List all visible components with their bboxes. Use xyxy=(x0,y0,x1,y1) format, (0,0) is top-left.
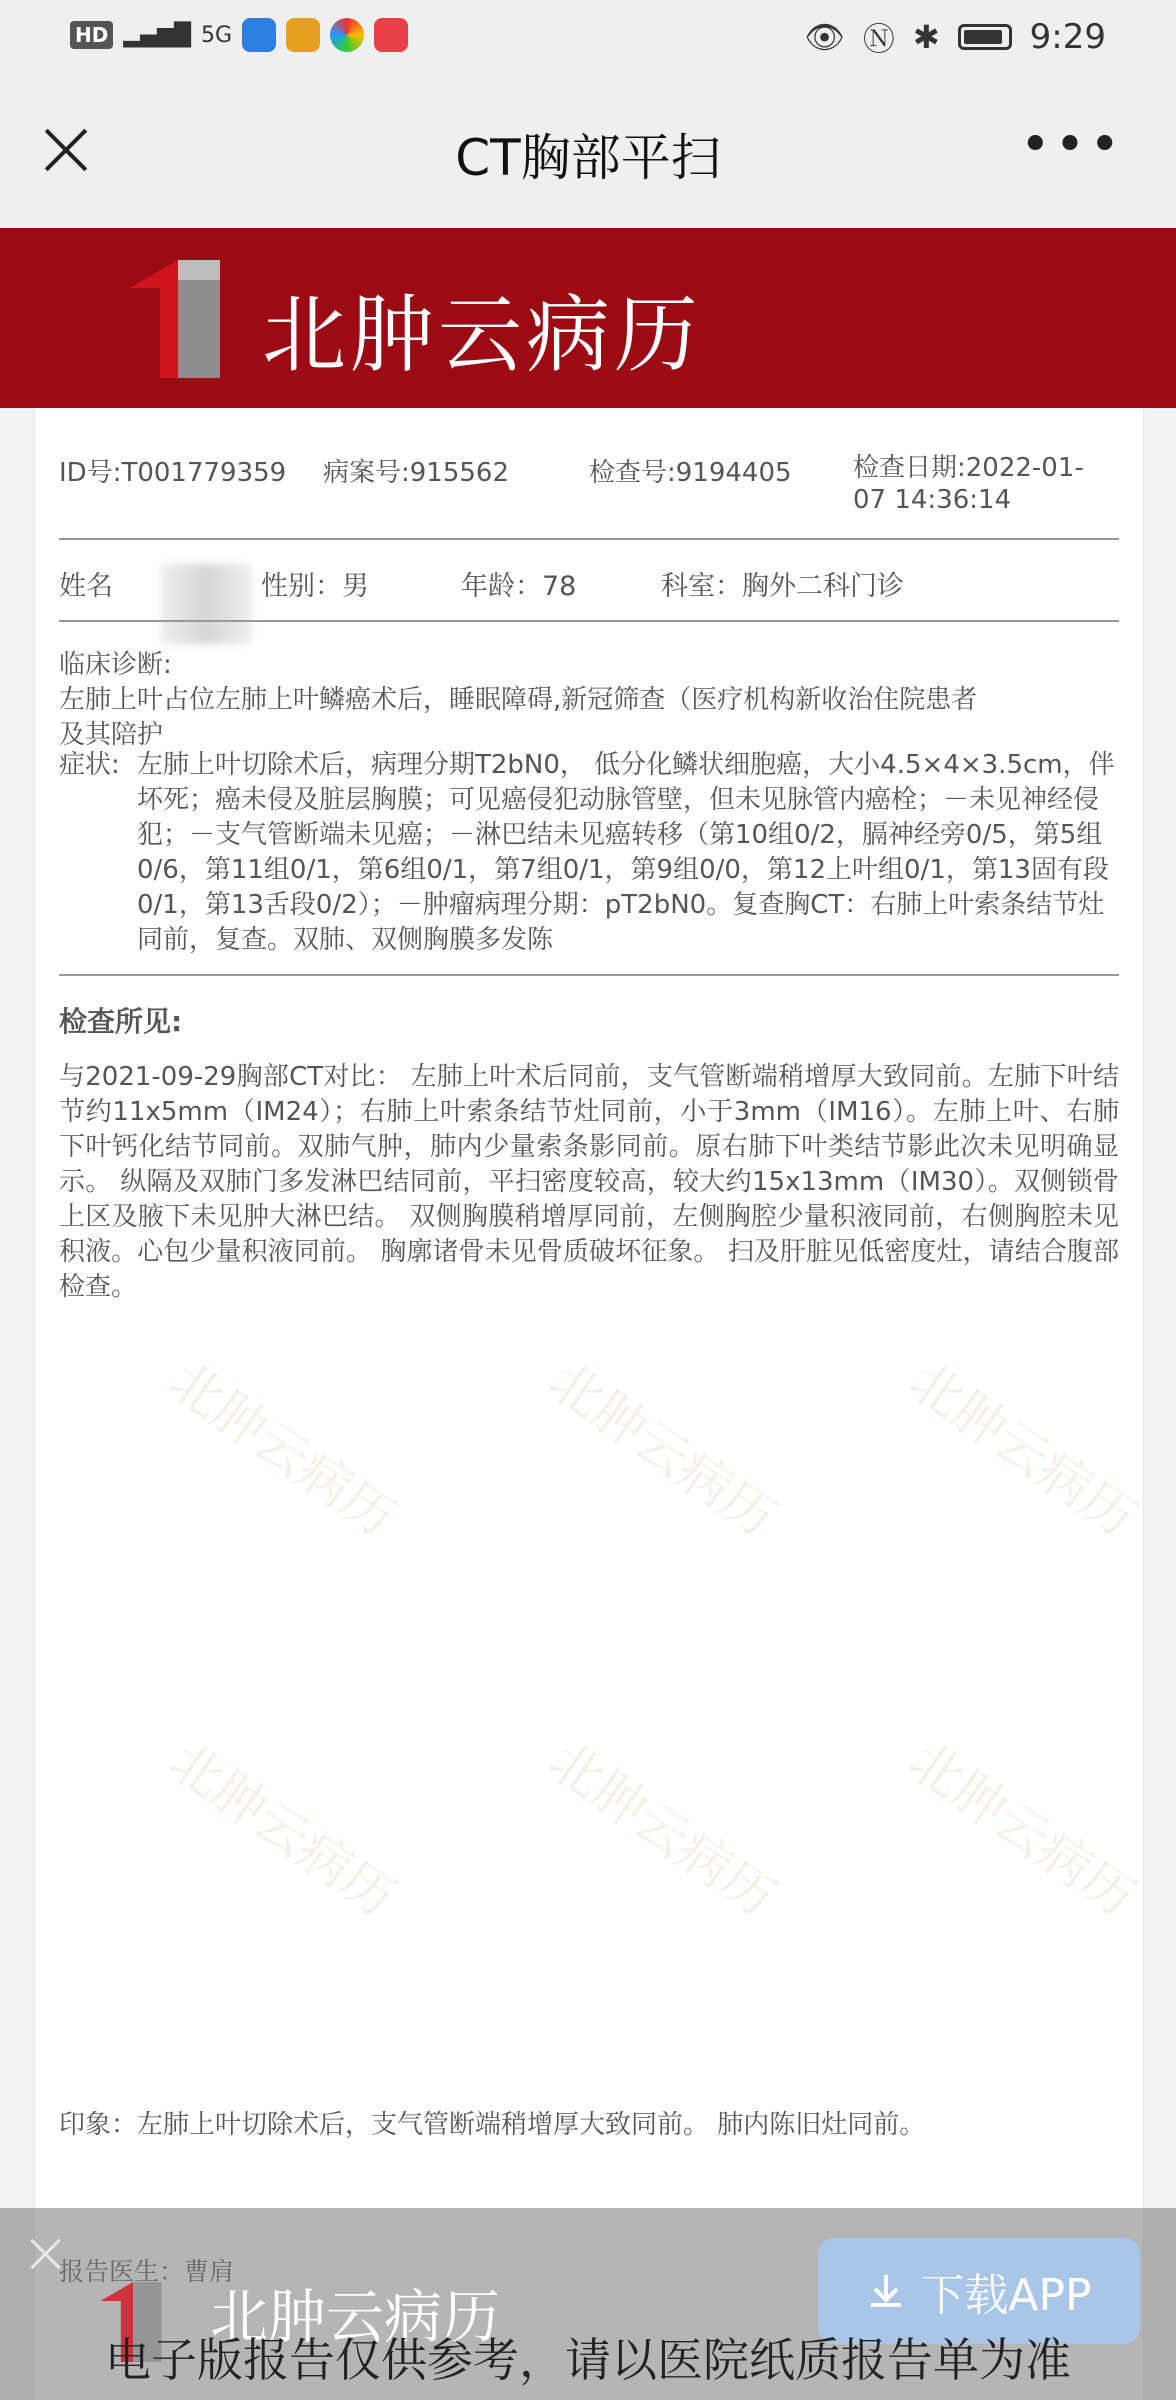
exam-date: 检查日期:2022-01-07 14:36:14 xyxy=(853,453,1084,515)
more-icon[interactable]: ••• xyxy=(1019,115,1124,175)
sex-label: 性别：男 xyxy=(261,571,369,602)
banner-title: 北肿云病历 xyxy=(262,286,703,384)
symptoms-label: 症状: xyxy=(59,750,120,780)
symptoms-block xyxy=(59,748,1119,958)
patient-id: ID号:T001779359 xyxy=(59,458,287,488)
app-notification-icon xyxy=(242,18,276,52)
brand-logo-icon xyxy=(130,260,220,378)
brand-banner xyxy=(0,228,1176,408)
impression-text: 印象：左肺上叶切除术后，支气管断端稍增厚大致同前。 肺内陈旧灶同前。 xyxy=(59,2110,926,2140)
signal-icon: ▂▄▆█ xyxy=(123,22,192,48)
battery-icon xyxy=(958,24,1012,50)
clinical-diagnosis-text: 左肺上叶占位左肺上叶鳞癌术后，睡眠障碍,新冠筛查（医疗机构新收治住院患者及其陪护 xyxy=(59,685,978,750)
promo-title: 北肿云病历 xyxy=(210,2283,501,2351)
close-icon[interactable] xyxy=(26,2234,66,2274)
watermark: 北肿云病历 xyxy=(158,1730,406,1930)
status-left xyxy=(70,18,408,52)
watermark: 北肿云病历 xyxy=(158,1350,406,1550)
download-app-label: 下载APP xyxy=(920,2270,1092,2321)
name-label: 姓名 xyxy=(59,571,113,602)
watermark: 北肿云病历 xyxy=(538,1730,786,1930)
page-title: CT胸部平扫 xyxy=(455,129,721,187)
huawei-icon xyxy=(374,18,408,52)
status-right xyxy=(804,14,1106,60)
watermark: 北肿云病历 xyxy=(898,1730,1146,1930)
status-time: 9:29 xyxy=(1029,17,1106,57)
findings-heading: 检查所见: xyxy=(59,1005,183,1038)
name-redacted xyxy=(161,564,251,644)
disclaimer-text: 电子版报告仅供参考，请以医院纸质报告单为准 xyxy=(105,2333,1071,2387)
age-label: 年龄：78 xyxy=(461,571,577,602)
department-label: 科室：胸外二科门诊 xyxy=(661,571,904,602)
top-bar xyxy=(0,70,1176,228)
eye-icon: 👁 xyxy=(804,18,845,56)
watermark: 北肿云病历 xyxy=(538,1350,786,1550)
app-notification-icon xyxy=(330,18,364,52)
nfc-icon: Ⓝ xyxy=(862,20,895,58)
status-bar xyxy=(0,0,1176,70)
findings-text: 与2021-09-29胸部CT对比： 左肺上叶术后同前，支气管断端稍增厚大致同前。左肺下叶结节约11x5mm（IM24）；右肺上叶索条结节灶同前，小于3mm（IM16）。左肺上叶、右肺下叶钙化结节同前。双肺气肿，肺内少量索条影同前。原右肺下叶类结节影此次未见明确显示。 纵隔及双肺门多发淋巴结同前，平扫密度较高，较大约15x13mm（IM30）。双侧锁骨上区及腋下未见肿大淋巴结。 双侧胸膜稍增厚同前，左侧胸腔少量积液同前，右侧胸腔未见积液。心包少量积液同前。 胸廓诸骨未见骨质破坏征象。 扫及肝脏见低密度灶，请结合腹部检查。 xyxy=(59,1062,1119,1302)
symptoms-text: 左肺上叶切除术后，病理分期T2bN0， 低分化鳞状细胞癌，大小4.5×4×3.5cm，伴坏死；癌未侵及脏层胸膜；可见癌侵犯动脉管壁，但未见脉管内癌栓；－未见神经侵犯；－支气管断端未见癌；－淋巴结未见癌转移（第10组0/2，膈神经旁0/5，第5组0/6，第11组0/1，第6组0/1，第7组0/1，第9组0/0，第12上叶组0/1，第13固有段0/1，第13舌段0/2）；－肿瘤病理分期：pT2bN0。复查胸CT：右肺上叶索条结节灶同前，复查。双肺、双侧胸膜多发陈 xyxy=(137,750,1115,955)
exam-number: 检查号:9194405 xyxy=(589,458,792,488)
case-number: 病案号:915562 xyxy=(323,458,510,488)
hd-icon: HD xyxy=(70,21,113,49)
divider xyxy=(59,620,1119,622)
divider xyxy=(59,538,1119,540)
report-card xyxy=(34,408,1144,2400)
watermark: 北肿云病历 xyxy=(898,1350,1146,1550)
download-icon xyxy=(866,2271,906,2311)
network-label: 5G xyxy=(201,22,233,48)
bluetooth-icon: ✱ xyxy=(912,18,940,56)
clinical-diagnosis-heading: 临床诊断: xyxy=(59,650,172,680)
divider xyxy=(59,974,1119,976)
weibo-icon xyxy=(286,18,320,52)
